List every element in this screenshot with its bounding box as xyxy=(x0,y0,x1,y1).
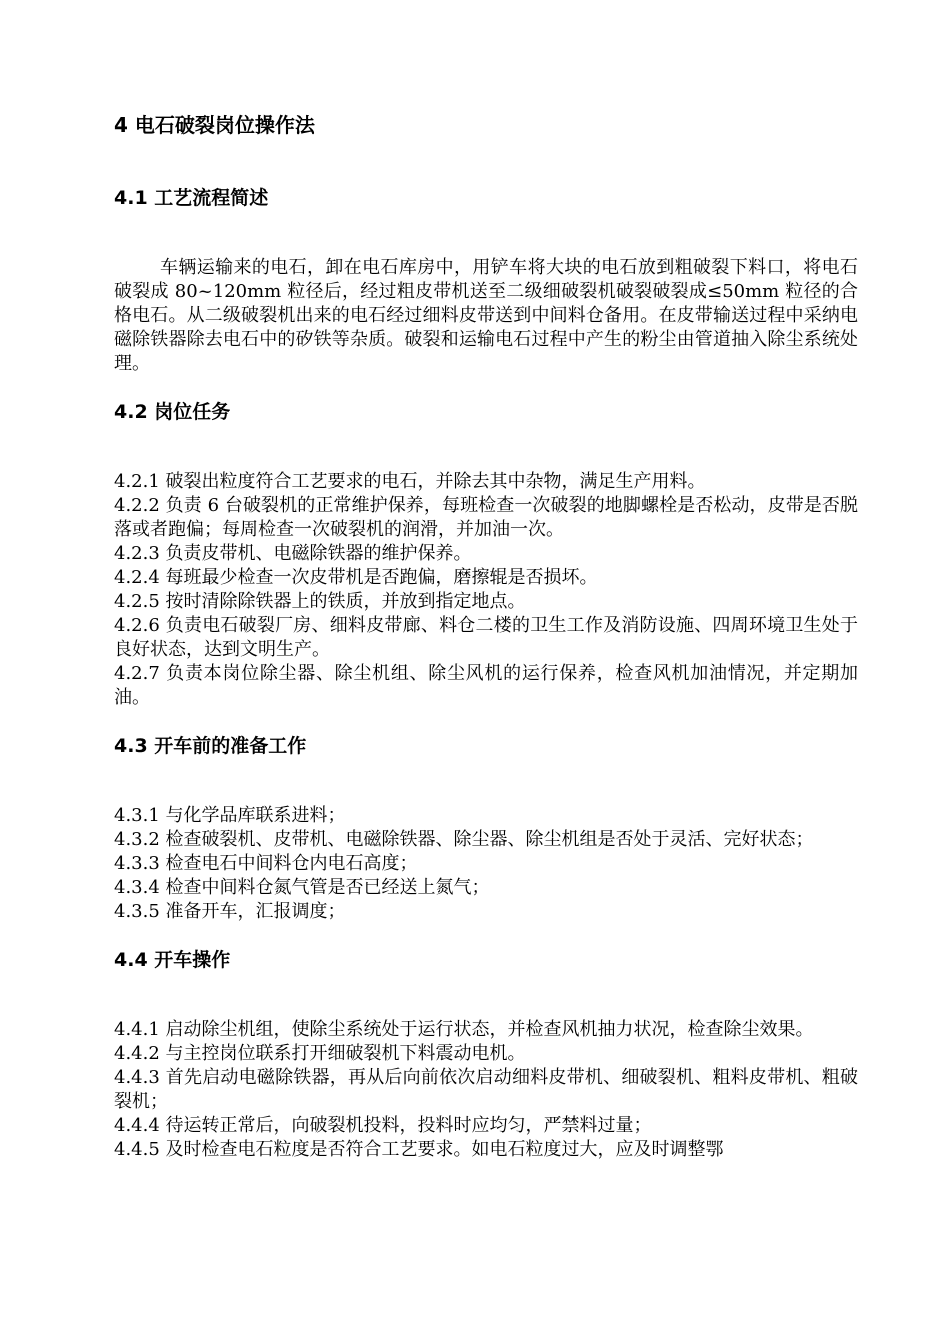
list-item: 4.3.5 准备开车，汇报调度； xyxy=(114,901,346,922)
list-item: 4.2.3 负责皮带机、电磁除铁器的维护保养。 xyxy=(114,543,472,564)
list-item: 4.3.1 与化学品库联系进料； xyxy=(114,805,346,826)
list-item: 4.3.3 检查电石中间料仓内电石高度； xyxy=(114,853,418,874)
list-item: 4.2.7 负责本岗位除尘器、除尘机组、除尘风机的运行保养，检查风机加油情况，并定期加油。 xyxy=(114,663,858,708)
section-heading-4-2: 4.2 岗位任务 xyxy=(114,401,231,423)
list-item: 4.4.2 与主控岗位联系打开细破裂机下料震动电机。 xyxy=(114,1043,526,1064)
list-item: 4.2.5 按时清除除铁器上的铁质，并放到指定地点。 xyxy=(114,591,526,612)
list-item: 4.4.5 及时检查电石粒度是否符合工艺要求。如电石粒度过大，应及时调整鄂 xyxy=(114,1139,724,1160)
section-heading-4-3: 4.3 开车前的准备工作 xyxy=(114,735,307,757)
list-item: 4.4.1 启动除尘机组，使除尘系统处于运行状态，并检查风机抽力状况，检查除尘效果。 xyxy=(114,1019,814,1040)
list-item: 4.3.2 检查破裂机、皮带机、电磁除铁器、除尘器、除尘机组是否处于灵活、完好状态； xyxy=(114,829,814,850)
chapter-title: 4 电石破裂岗位操作法 xyxy=(114,113,315,137)
list-item: 4.2.2 负责 6 台破裂机的正常维护保养，每班检查一次破裂的地脚螺栓是否松动，皮带是否脱落或者跑偏；每周检查一次破裂机的润滑，并加油一次。 xyxy=(114,495,858,540)
process-description-paragraph: 车辆运输来的电石，卸在电石库房中，用铲车将大块的电石放到粗破裂下料口，将电石破裂成 80~120mm 粒径后，经过粗皮带机送至二级细破裂机破裂破裂成≤50mm 粒径的合格电石。从二级破裂机出来的电石经过细料皮带送到中间料仓备用。在皮带输送过程中采纳电磁除铁器除去电石中的矽铁等杂质。破裂和运输电石过程中产生的粉尘由管道抽入除尘系统处理。 xyxy=(114,257,858,374)
list-item: 4.2.6 负责电石破裂厂房、细料皮带廊、料仓二楼的卫生工作及消防设施、四周环境卫生处于良好状态，达到文明生产。 xyxy=(114,615,858,660)
list-item: 4.3.4 检查中间料仓氮气管是否已经送上氮气； xyxy=(114,877,490,898)
list-item: 4.2.4 每班最少检查一次皮带机是否跑偏，磨擦辊是否损坏。 xyxy=(114,567,598,588)
list-item: 4.2.1 破裂出粒度符合工艺要求的电石，并除去其中杂物，满足生产用料。 xyxy=(114,471,706,492)
section-heading-4-1: 4.1 工艺流程简述 xyxy=(114,187,269,209)
list-item: 4.4.3 首先启动电磁除铁器，再从后向前依次启动细料皮带机、细破裂机、粗料皮带机、粗破裂机； xyxy=(114,1067,858,1112)
list-item: 4.4.4 待运转正常后，向破裂机投料，投料时应均匀，严禁料过量； xyxy=(114,1115,652,1136)
startup-operation-list xyxy=(114,1018,858,1162)
preparation-list xyxy=(114,804,858,924)
document-page xyxy=(114,110,858,1162)
section-heading-4-4: 4.4 开车操作 xyxy=(114,949,231,971)
duty-list xyxy=(114,470,858,710)
